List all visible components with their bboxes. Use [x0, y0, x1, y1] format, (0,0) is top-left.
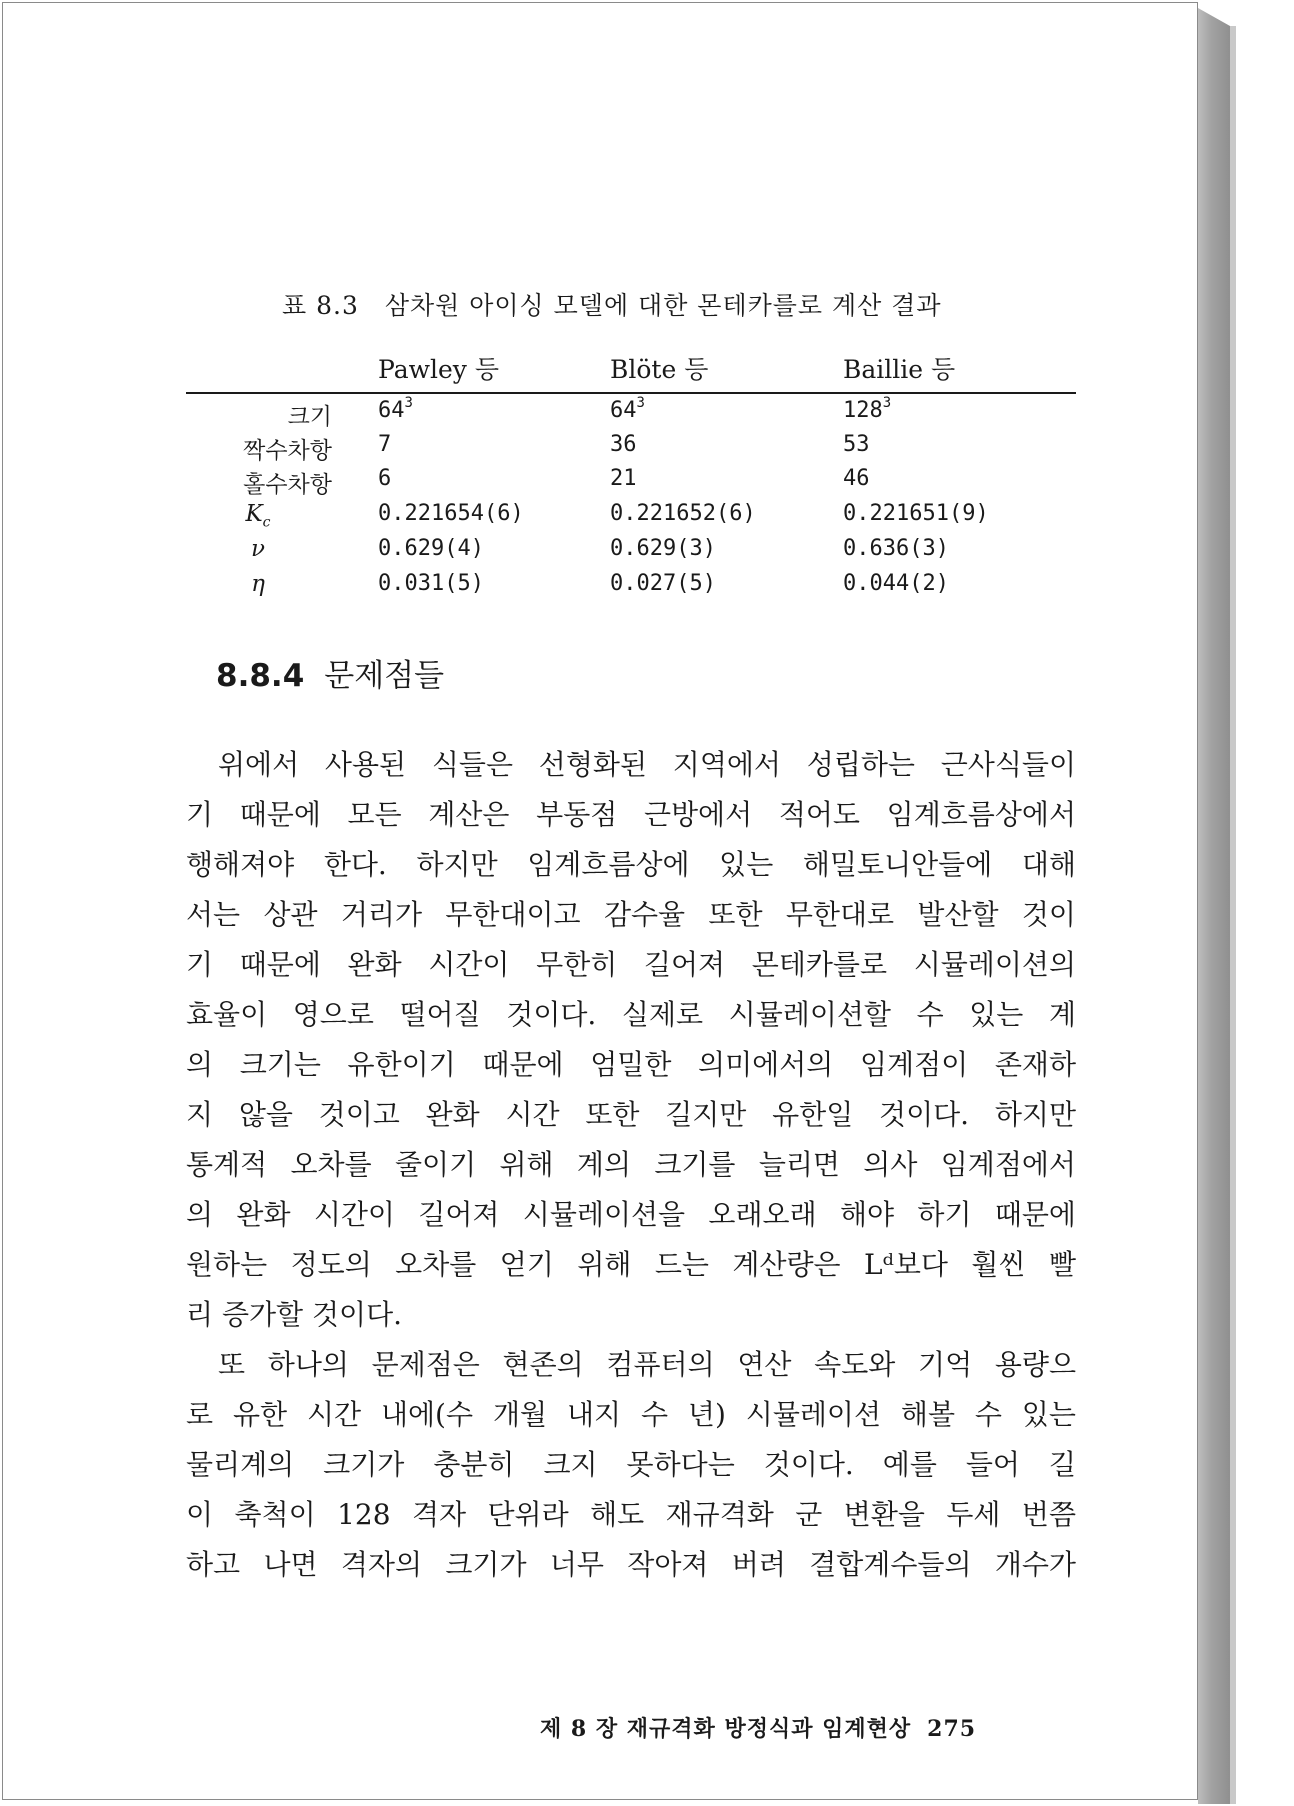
column-header-pawley: Pawley 등: [378, 355, 500, 384]
table-cell: $128^3$: [843, 395, 892, 423]
text-line: 서는 상관 거리가 무한대이고 감수율 또한 무한대로 발산할 것이: [186, 898, 1076, 931]
table-cell: 0.044(2): [843, 571, 949, 596]
table-cell: 46: [843, 466, 870, 491]
table-cell: 0.031(5): [378, 571, 484, 596]
table-cell: $64^3$: [378, 395, 413, 423]
table-cell: 6: [378, 466, 392, 491]
table-cell: 36: [610, 432, 637, 457]
table-cell: 21: [610, 466, 637, 491]
text-line: 통계적 오차를 줄이기 위해 계의 크기를 늘리면 의사 임계점에서: [186, 1148, 1076, 1181]
paragraph-2: [186, 1340, 1076, 1590]
table-cell: 53: [843, 432, 870, 457]
table-cell: 7: [378, 432, 392, 457]
text-line: 이 축척이 128 격자 단위라 해도 재규격화 군 변환을 두세 번쯤: [186, 1498, 1076, 1531]
paragraph-1: [186, 740, 1076, 1340]
table-caption-label: 표 8.3: [282, 291, 359, 320]
table-header-row: [186, 350, 1076, 390]
text-line: 위에서 사용된 식들은 선형화된 지역에서 성립하는 근사식들이: [218, 748, 1076, 781]
text-line: 물리계의 크기가 충분히 크지 못하다는 것이다. 예를 들어 길: [186, 1448, 1076, 1481]
text-line: 로 유한 시간 내에(수 개월 내지 수 년) 시뮬레이션 해볼 수 있는: [186, 1398, 1076, 1431]
text-line: 하고 나면 격자의 크기가 너무 작아져 버려 결합계수들의 개수가: [186, 1548, 1076, 1581]
table-cell: 0.221651(9): [843, 501, 989, 526]
text-line: 효율이 영으로 떨어질 것이다. 실제로 시뮬레이션할 수 있는 계: [186, 998, 1076, 1031]
running-title: 제 8 장 재규격화 방정식과 임계현상: [540, 1716, 912, 1742]
row-label: $K_c$: [245, 501, 271, 531]
table-caption-text: 삼차원 아이싱 모델에 대한 몬테카를로 계산 결과: [384, 291, 942, 320]
text-line: 행해져야 한다. 하지만 임계흐름상에 있는 해밀토니안들에 대해: [186, 848, 1076, 881]
table-caption: [282, 286, 1002, 322]
section-title: 문제점들: [324, 658, 445, 694]
table-cell: 0.221654(6): [378, 501, 524, 526]
text-line: 의 크기는 유한이기 때문에 엄밀한 의미에서의 임계점이 존재하: [186, 1048, 1076, 1081]
table-cell: 0.629(4): [378, 536, 484, 561]
table-row-size: [186, 395, 1076, 432]
section-heading: [216, 650, 444, 695]
row-label: 크기: [287, 404, 332, 430]
table-row-odd-terms: [186, 466, 1076, 500]
table-cell: 0.629(3): [610, 536, 716, 561]
column-header-blote: Blöte 등: [610, 355, 709, 384]
section-number: 8.8.4: [216, 658, 305, 694]
row-label: ν: [251, 536, 265, 562]
table-cell: 0.027(5): [610, 571, 716, 596]
text-line: 지 않을 것이고 완화 시간 또한 길지만 유한일 것이다. 하지만: [186, 1098, 1076, 1131]
running-footer: [540, 1712, 976, 1743]
table-rule: [186, 392, 1076, 394]
text-line: 또 하나의 문제점은 현존의 컴퓨터의 연산 속도와 기억 용량으: [218, 1348, 1076, 1381]
row-label-sub: c: [262, 514, 271, 531]
table-row-nu: [186, 536, 1076, 570]
text-line: 리 증가할 것이다.: [186, 1298, 403, 1331]
table-row-eta: [186, 571, 1076, 605]
row-label: η: [251, 571, 265, 597]
row-label: 짝수차항: [243, 438, 332, 464]
text-line: 원하는 정도의 오차를 얻기 위해 드는 계산량은 Lᵈ보다 훨씬 빨: [186, 1248, 1076, 1281]
page-shadow: [1230, 26, 1236, 1804]
column-header-baillie: Baillie 등: [843, 355, 956, 384]
row-label: 홀수차항: [243, 472, 332, 498]
text-line: 기 때문에 모든 계산은 부동점 근방에서 적어도 임계흐름상에서: [186, 798, 1076, 831]
page-number: 275: [927, 1716, 977, 1742]
text-line: 기 때문에 완화 시간이 무한히 길어져 몬테카를로 시뮬레이션의: [186, 948, 1076, 981]
table-cell: 0.221652(6): [610, 501, 756, 526]
table-cell: $64^3$: [610, 395, 645, 423]
page-stack-edge: [1198, 8, 1230, 1804]
table-cell: 0.636(3): [843, 536, 949, 561]
text-line: 의 완화 시간이 길어져 시뮬레이션을 오래오래 해야 하기 때문에: [186, 1198, 1076, 1231]
table-row-even-terms: [186, 432, 1076, 466]
table-row-kc: [186, 501, 1076, 535]
